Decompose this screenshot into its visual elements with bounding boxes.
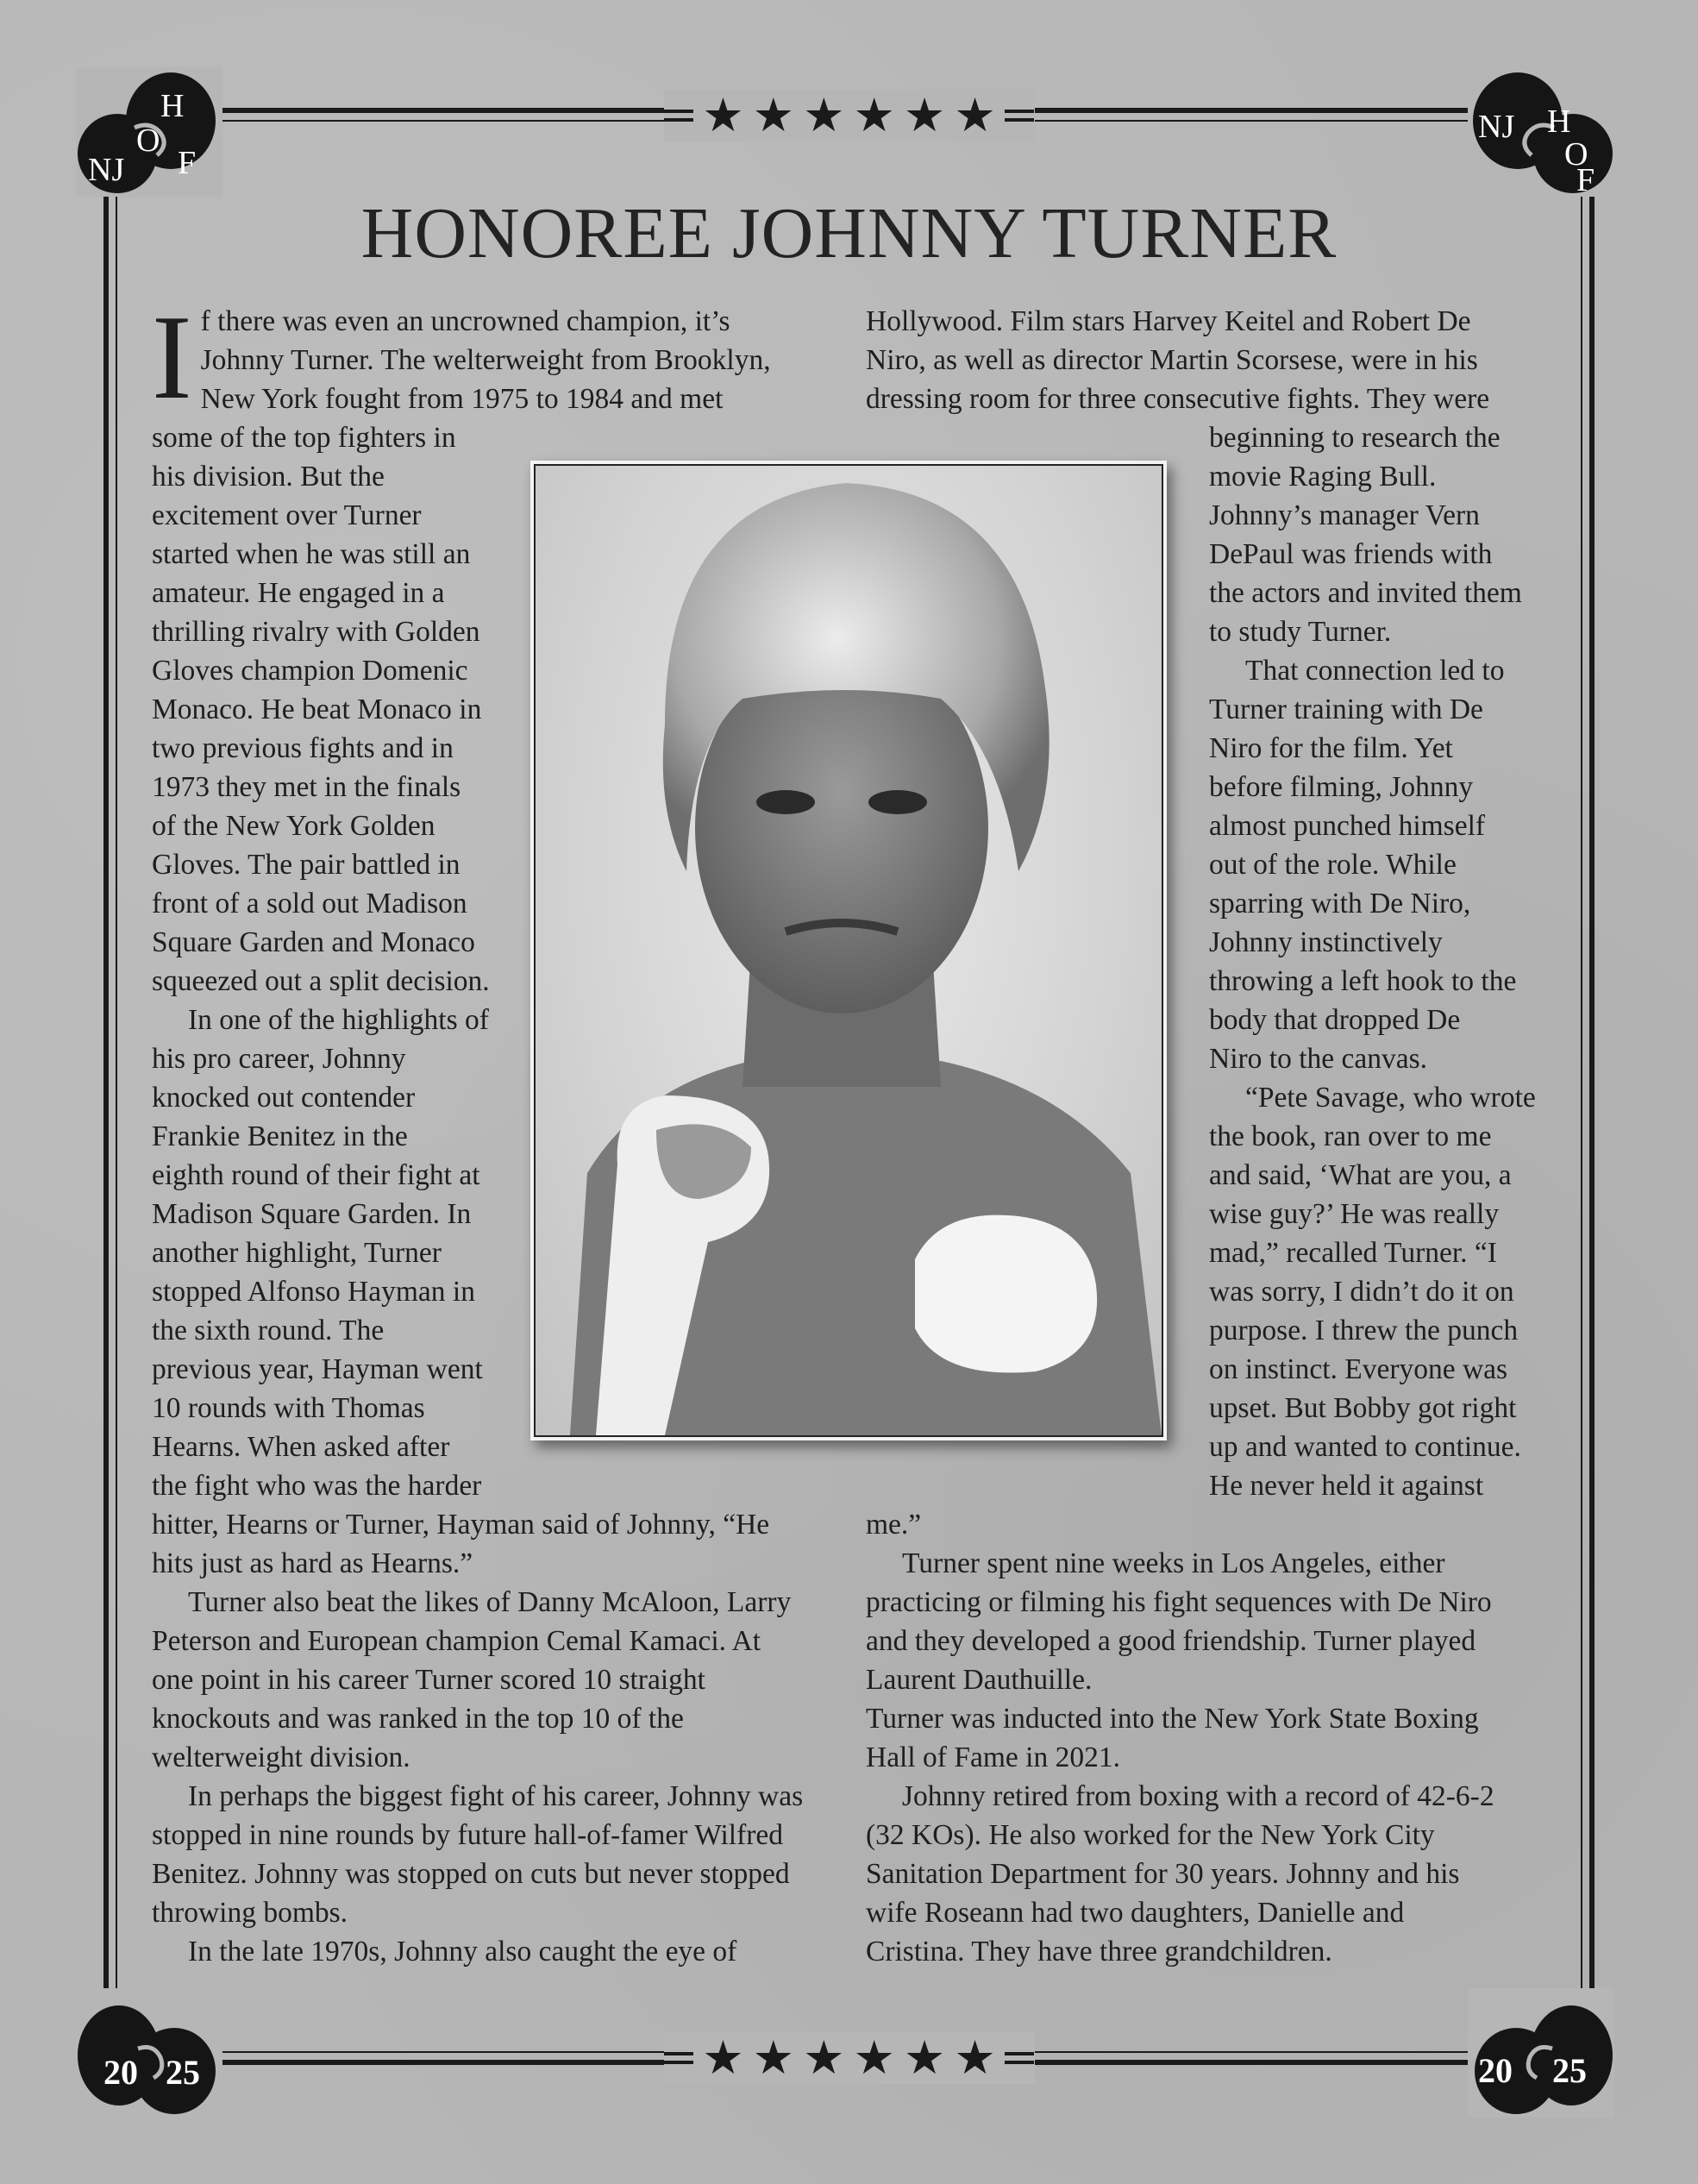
text-line: Turner training with De (1209, 693, 1483, 725)
star-icon: ★ (903, 2030, 946, 2085)
text-line: before filming, Johnny (1209, 771, 1474, 803)
text-line: hits just as hard as Hearns.” (152, 1547, 473, 1579)
text-line: previous year, Hayman went (152, 1353, 483, 1385)
divider-bar (664, 2052, 693, 2064)
badge-year-part-1: 20 (1478, 2051, 1513, 2090)
star-icon: ★ (752, 88, 795, 142)
text-line: squeezed out a split decision. (152, 965, 490, 997)
text-line: DePaul was friends with (1209, 538, 1493, 570)
text-line: Hall of Fame in 2021. (866, 1742, 1120, 1773)
text-line: f there was even an uncrowned champion, it’s (200, 305, 730, 337)
star-icon: ★ (853, 88, 895, 142)
badge-year-part-2: 25 (1552, 2051, 1587, 2090)
text-line: sparring with De Niro, (1209, 888, 1471, 919)
left-column-wide (152, 1505, 842, 1971)
left-column-narrow (152, 418, 514, 1505)
text-line: hitter, Hearns or Turner, Hayman said of Johnny, “He (152, 1509, 770, 1541)
boxing-gloves-icon (76, 1988, 222, 2118)
text-line: purpose. I threw the punch (1209, 1315, 1519, 1346)
text-line: started when he was still an (152, 538, 471, 570)
text-line: front of a sold out Madison (152, 888, 467, 919)
text-line: the actors and invited them (1209, 577, 1522, 609)
text-line: Johnny retired from boxing with a record of 42-6-2 (902, 1780, 1494, 1812)
text-line: his pro career, Johnny (152, 1043, 406, 1075)
corner-badge-top-left (76, 67, 222, 197)
boxer-photo (530, 461, 1167, 1440)
badge-f: F (1576, 162, 1595, 198)
text-line: stopped Alfonso Hayman in (152, 1276, 475, 1308)
corner-badge-top-right (1468, 67, 1614, 197)
badge-nj: NJ (1478, 109, 1515, 145)
text-line: throwing bombs. (152, 1897, 348, 1929)
badge-o: O (136, 122, 160, 159)
text-line: the fight who was the harder (152, 1470, 482, 1502)
star-band-top (664, 90, 1035, 141)
text-line: to study Turner. (1209, 616, 1392, 648)
text-line: practicing or filming his fight sequences with De Niro (866, 1586, 1492, 1618)
text-line: Benitez. Johnny was stopped on cuts but never stopped (152, 1858, 790, 1890)
text-line: Niro to the canvas. (1209, 1043, 1428, 1075)
text-line: 1973 they met in the finals (152, 771, 461, 803)
text-line: and they developed a good friendship. Turner played (866, 1625, 1476, 1657)
text-line: out of the role. While (1209, 849, 1457, 881)
text-line: amateur. He engaged in a (152, 577, 445, 609)
text-line: some of the top fighters in (152, 422, 456, 454)
star-icon: ★ (702, 88, 744, 142)
text-line: another highlight, Turner (152, 1237, 442, 1269)
text-line: “Pete Savage, who wrote (1245, 1082, 1536, 1114)
star-icon: ★ (702, 2030, 744, 2085)
text-line: In one of the highlights of (188, 1004, 489, 1036)
badge-o: O (1564, 136, 1588, 173)
badge-nj: NJ (88, 152, 125, 188)
badge-year-part-1: 20 (103, 2053, 138, 2092)
text-line: thrilling rivalry with Golden (152, 616, 480, 648)
text-line: stopped in nine rounds by future hall-of-famer Wilfred (152, 1819, 784, 1851)
star-icon: ★ (752, 2030, 795, 2085)
text-line: In the late 1970s, Johnny also caught the eye of (188, 1936, 737, 1967)
text-line: was sorry, I didn’t do it on (1209, 1276, 1514, 1308)
divider-bar (1005, 2052, 1034, 2064)
text-line: excitement over Turner (152, 499, 422, 531)
text-line: Hearns. When asked after (152, 1431, 450, 1463)
text-line: welterweight division. (152, 1742, 410, 1773)
text-line: one point in his career Turner scored 10 straight (152, 1664, 705, 1696)
text-line: That connection led to (1245, 655, 1505, 687)
badge-h: H (160, 88, 185, 124)
page-title: HONOREE JOHNNY TURNER (360, 193, 1338, 273)
text-line: He never held it against (1209, 1470, 1484, 1502)
corner-badge-bottom-right (1468, 1988, 1614, 2118)
badge-year-part-2: 25 (166, 2053, 200, 2092)
text-line: mad,” recalled Turner. “I (1209, 1237, 1497, 1269)
text-line: knocked out contender (152, 1082, 416, 1114)
star-icon: ★ (803, 2030, 845, 2085)
text-line: on instinct. Everyone was (1209, 1353, 1508, 1385)
text-line: movie Raging Bull. (1209, 461, 1437, 493)
text-line: beginning to research the (1209, 422, 1501, 454)
star-icon: ★ (803, 88, 845, 142)
corner-badge-bottom-left (76, 1988, 222, 2118)
text-line: upset. But Bobby got right (1209, 1392, 1517, 1424)
star-icon: ★ (954, 2030, 996, 2085)
text-line: Laurent Dauthuille. (866, 1664, 1093, 1696)
text-line: body that dropped De (1209, 1004, 1461, 1036)
text-line: Monaco. He beat Monaco in (152, 693, 482, 725)
text-line: wise guy?’ He was really (1209, 1198, 1500, 1230)
text-line: 10 rounds with Thomas (152, 1392, 425, 1424)
star-band-bottom (664, 2032, 1035, 2084)
drop-cap: I (152, 291, 192, 424)
text-line: knockouts and was ranked in the top 10 of the (152, 1703, 684, 1735)
boxer-portrait-image (536, 466, 1162, 1435)
text-line: Johnny’s manager Vern (1209, 499, 1480, 531)
text-line: Johnny instinctively (1209, 926, 1443, 958)
text-line: of the New York Golden (152, 810, 435, 842)
text-line: New York fought from 1975 to 1984 and met (200, 383, 724, 415)
text-line: Turner spent nine weeks in Los Angeles, either (902, 1547, 1445, 1579)
divider-bar (1005, 110, 1034, 122)
text-line: almost punched himself (1209, 810, 1486, 842)
left-column-intro (152, 291, 842, 424)
badge-f: F (178, 145, 197, 181)
text-line: me.” (866, 1509, 922, 1541)
text-line: and said, ‘What are you, a (1209, 1159, 1512, 1191)
right-column-narrow (1209, 418, 1571, 1505)
text-line: his division. But the (152, 461, 385, 493)
text-line: Gloves champion Domenic (152, 655, 468, 687)
text-line: Turner also beat the likes of Danny McAloon, Larry (188, 1586, 792, 1618)
text-line: Turner was inducted into the New York State Boxing (866, 1703, 1479, 1735)
right-column-wide (866, 1505, 1556, 1971)
text-line: the book, ran over to me (1209, 1120, 1492, 1152)
text-line: Johnny Turner. The welterweight from Brooklyn, (200, 344, 771, 376)
text-line: Niro, as well as director Martin Scorsese, were in his (866, 344, 1478, 376)
text-line: the sixth round. The (152, 1315, 385, 1346)
text-line: (32 KOs). He also worked for the New York City (866, 1819, 1435, 1851)
text-line: Niro for the film. Yet (1209, 732, 1453, 764)
star-icon: ★ (903, 88, 946, 142)
badge-h: H (1547, 104, 1571, 140)
text-line: Cristina. They have three grandchildren. (866, 1936, 1332, 1967)
star-icon: ★ (853, 2030, 895, 2085)
divider-bar (664, 110, 693, 122)
text-line: In perhaps the biggest fight of his career, Johnny was (188, 1780, 804, 1812)
text-line: two previous fights and in (152, 732, 454, 764)
text-line: Frankie Benitez in the (152, 1120, 408, 1152)
text-line: Peterson and European champion Cemal Kamaci. At (152, 1625, 761, 1657)
text-line: Madison Square Garden. In (152, 1198, 472, 1230)
text-line: Square Garden and Monaco (152, 926, 475, 958)
text-line: dressing room for three consecutive fights. They were (866, 383, 1490, 415)
text-line: Gloves. The pair battled in (152, 849, 461, 881)
text-line: Hollywood. Film stars Harvey Keitel and Robert De (866, 305, 1471, 337)
text-line: wife Roseann had two daughters, Danielle and (866, 1897, 1405, 1929)
text-line: up and wanted to continue. (1209, 1431, 1521, 1463)
text-line: Sanitation Department for 30 years. Johnny and his (866, 1858, 1460, 1890)
star-icon: ★ (954, 88, 996, 142)
text-line: eighth round of their fight at (152, 1159, 480, 1191)
right-column-top (866, 302, 1556, 418)
text-line: throwing a left hook to the (1209, 965, 1517, 997)
photo-image (534, 464, 1163, 1437)
